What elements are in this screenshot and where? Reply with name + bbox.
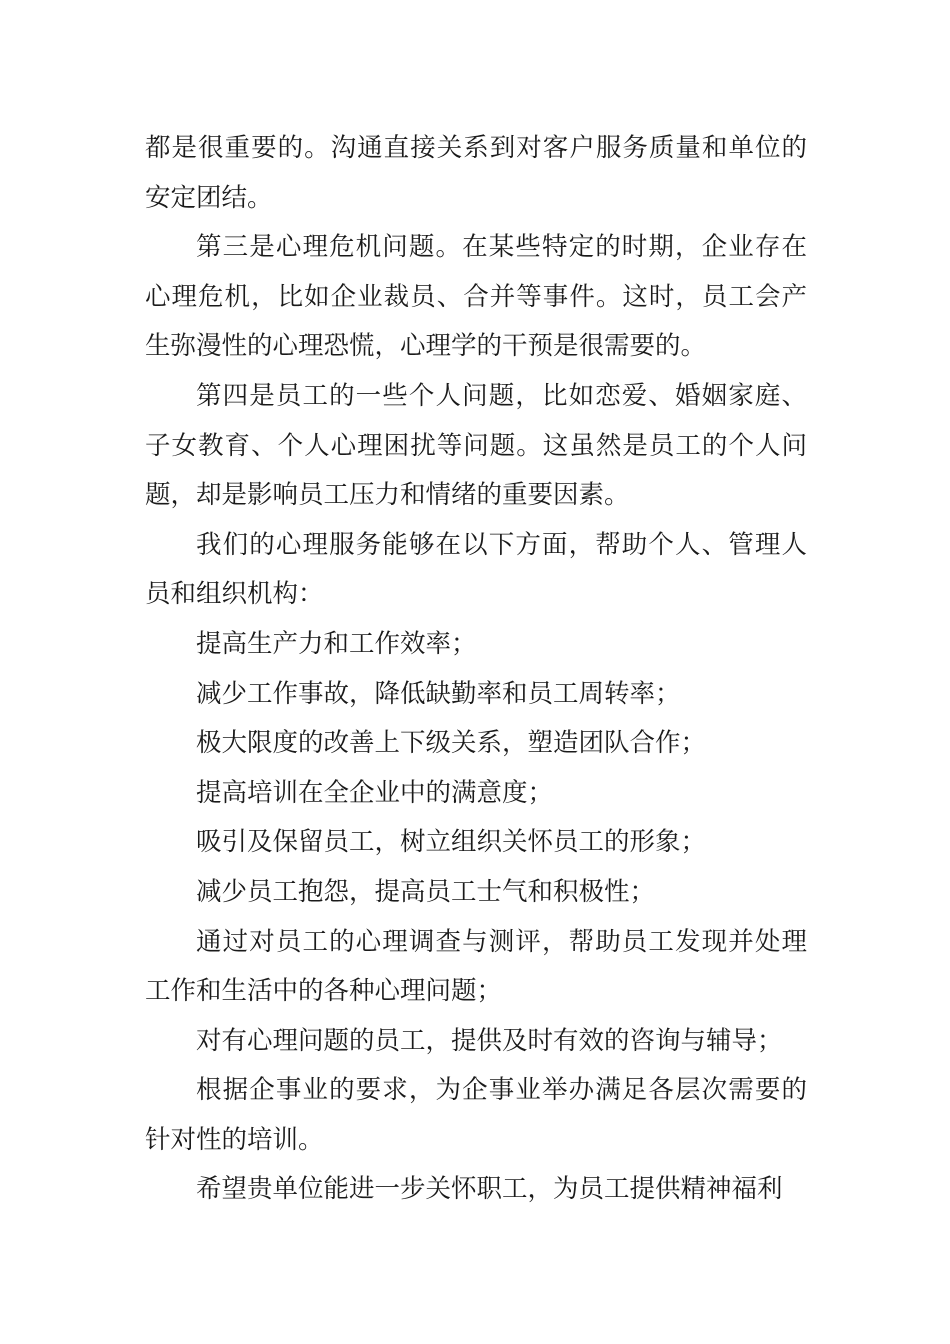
paragraph-services-intro: 我们的心理服务能够在以下方面，帮助个人、管理人员和组织机构： xyxy=(145,529,807,610)
paragraph-personal-issues: 第四是员工的一些个人问题，比如恋爱、婚姻家庭、子女教育、个人心理困扰等问题。这虽然是员工的个人问题，却是影响员工压力和情绪的重要因素。 xyxy=(145,380,807,511)
list-item-productivity: 提高生产力和工作效率； xyxy=(196,628,477,659)
list-item-assessment: 通过对员工的心理调查与测评，帮助员工发现并处理工作和生活中的各种心理问题； xyxy=(145,926,807,1007)
paragraph-continued: 都是很重要的。沟通直接关系到对客户服务质量和单位的安定团结。 xyxy=(145,133,807,213)
document-body xyxy=(145,124,807,1215)
list-item-counseling: 对有心理问题的员工，提供及时有效的咨询与辅导； xyxy=(196,1025,783,1056)
list-item-training-satisfaction: 提高培训在全企业中的满意度； xyxy=(196,777,554,808)
list-item-retention: 吸引及保留员工，树立组织关怀员工的形象； xyxy=(196,827,707,858)
paragraph-psych-crisis: 第三是心理危机问题。在某些特定的时期，企业存在心理危机，比如企业裁员、合并等事件。这时，员工会产生弥漫性的心理恐慌，心理学的干预是很需要的。 xyxy=(145,232,807,362)
list-item-relations: 极大限度的改善上下级关系，塑造团队合作； xyxy=(196,728,707,759)
list-item-morale: 减少员工抱怨，提高员工士气和积极性； xyxy=(196,876,656,907)
paragraph-closing: 希望贵单位能进一步关怀职工，为员工提供精神福利 xyxy=(196,1174,783,1205)
list-item-custom-training: 根据企事业的要求，为企事业举办满足各层次需要的针对性的培训。 xyxy=(145,1075,807,1155)
list-item-accidents: 减少工作事故，降低缺勤率和员工周转率； xyxy=(196,678,681,709)
